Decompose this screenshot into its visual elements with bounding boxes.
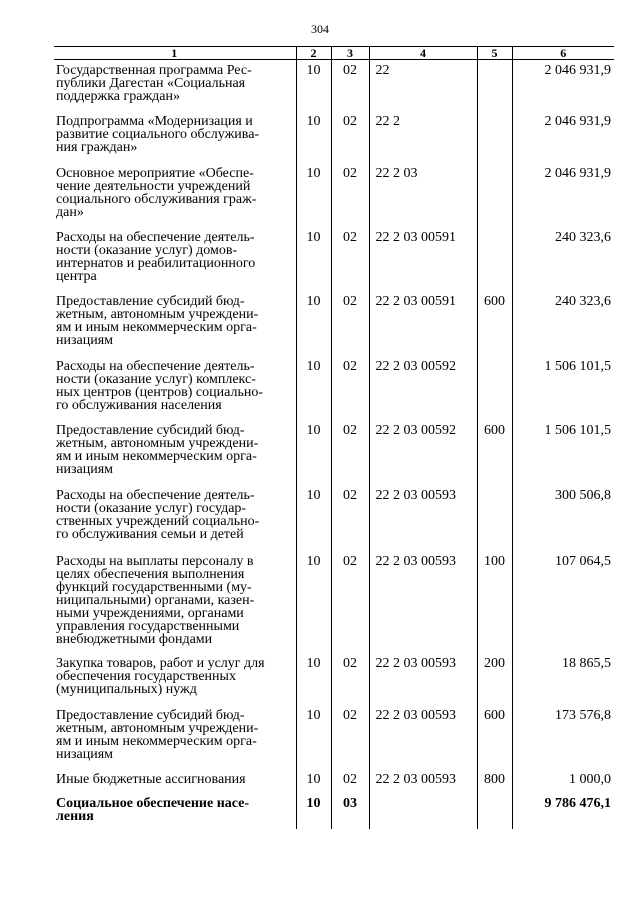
row-expense-type-code — [477, 227, 512, 291]
row-target-article-code: 22 2 03 00593 — [369, 485, 477, 551]
column-header-4: 4 — [369, 47, 477, 60]
row-amount: 173 576,8 — [512, 705, 614, 769]
row-section-code: 10 — [296, 356, 331, 420]
row-expense-type-code — [477, 485, 512, 551]
row-amount: 9 786 476,1 — [512, 793, 614, 829]
row-amount: 240 323,6 — [512, 227, 614, 291]
row-amount: 1 000,0 — [512, 769, 614, 793]
row-section-code: 10 — [296, 769, 331, 793]
row-amount: 300 506,8 — [512, 485, 614, 551]
table-row — [54, 111, 614, 163]
table-header-row — [54, 47, 614, 60]
row-section-code: 10 — [296, 227, 331, 291]
row-name: Основное мероприятие «Обеспе- чение деятельности учреждений социального обслуживания граж- дан» — [54, 163, 296, 227]
table-row — [54, 793, 614, 829]
row-subsection-code: 02 — [331, 356, 369, 420]
row-expense-type-code: 600 — [477, 705, 512, 769]
row-target-article-code: 22 2 03 00591 — [369, 291, 477, 356]
row-target-article-code: 22 2 03 00592 — [369, 420, 477, 485]
row-name: Подпрограмма «Модернизация и развитие социального обслужива- ния граждан» — [54, 111, 296, 163]
column-header-1: 1 — [54, 47, 296, 60]
row-section-code: 10 — [296, 111, 331, 163]
row-name: Иные бюджетные ассигнования — [54, 769, 296, 793]
row-subsection-code: 02 — [331, 163, 369, 227]
row-subsection-code: 03 — [331, 793, 369, 829]
page-number: 304 — [311, 22, 329, 36]
row-subsection-code: 02 — [331, 653, 369, 705]
table-row — [54, 356, 614, 420]
row-section-code: 10 — [296, 705, 331, 769]
row-subsection-code: 02 — [331, 291, 369, 356]
row-target-article-code — [369, 793, 477, 829]
table-row — [54, 291, 614, 356]
row-target-article-code: 22 2 03 — [369, 163, 477, 227]
column-header-5: 5 — [477, 47, 512, 60]
table-row — [54, 705, 614, 769]
table-row — [54, 653, 614, 705]
row-amount: 1 506 101,5 — [512, 420, 614, 485]
row-section-code: 10 — [296, 291, 331, 356]
row-subsection-code: 02 — [331, 111, 369, 163]
row-section-code: 10 — [296, 485, 331, 551]
column-header-6: 6 — [512, 47, 614, 60]
table-row — [54, 60, 614, 111]
row-subsection-code: 02 — [331, 769, 369, 793]
row-section-code: 10 — [296, 60, 331, 111]
row-amount: 2 046 931,9 — [512, 60, 614, 111]
row-target-article-code: 22 2 03 00593 — [369, 705, 477, 769]
row-amount: 2 046 931,9 — [512, 163, 614, 227]
row-expense-type-code — [477, 60, 512, 111]
row-amount: 2 046 931,9 — [512, 111, 614, 163]
row-subsection-code: 02 — [331, 420, 369, 485]
row-target-article-code: 22 2 03 00592 — [369, 356, 477, 420]
table-row — [54, 227, 614, 291]
row-name: Расходы на обеспечение деятель- ности (оказание услуг) государ- ственных учреждений социально- го обслуживания семьи и детей — [54, 485, 296, 551]
table-row — [54, 769, 614, 793]
row-amount: 240 323,6 — [512, 291, 614, 356]
table-row — [54, 485, 614, 551]
row-expense-type-code — [477, 356, 512, 420]
row-expense-type-code: 100 — [477, 551, 512, 653]
table-row — [54, 163, 614, 227]
row-subsection-code: 02 — [331, 485, 369, 551]
row-expense-type-code: 600 — [477, 291, 512, 356]
row-target-article-code: 22 2 03 00593 — [369, 551, 477, 653]
row-amount: 107 064,5 — [512, 551, 614, 653]
row-target-article-code: 22 2 03 00593 — [369, 769, 477, 793]
row-section-code: 10 — [296, 793, 331, 829]
row-name: Расходы на обеспечение деятель- ности (оказание услуг) комплекс- ных центров (центров) социально- го обслуживания населения — [54, 356, 296, 420]
row-amount: 1 506 101,5 — [512, 356, 614, 420]
row-name: Предоставление субсидий бюд- жетным, автономным учреждени- ям и иным некоммерческим орга- низациям — [54, 705, 296, 769]
row-expense-type-code — [477, 793, 512, 829]
row-expense-type-code — [477, 163, 512, 227]
row-section-code: 10 — [296, 163, 331, 227]
row-name: Государственная программа Рес- публики Дагестан «Социальная поддержка граждан» — [54, 60, 296, 111]
budget-table — [54, 46, 614, 829]
row-target-article-code: 22 2 03 00593 — [369, 653, 477, 705]
table-row — [54, 551, 614, 653]
table-row — [54, 420, 614, 485]
row-name: Расходы на выплаты персоналу в целях обеспечения выполнения функций государственными (му- ниципальными) органами, казен- ными учреждениями, органами управления государственными внебюджетными фондами — [54, 551, 296, 653]
row-name: Расходы на обеспечение деятель- ности (оказание услуг) домов- интернатов и реабилитационного центра — [54, 227, 296, 291]
row-subsection-code: 02 — [331, 705, 369, 769]
row-amount: 18 865,5 — [512, 653, 614, 705]
row-subsection-code: 02 — [331, 60, 369, 111]
row-subsection-code: 02 — [331, 551, 369, 653]
column-header-2: 2 — [296, 47, 331, 60]
row-subsection-code: 02 — [331, 227, 369, 291]
row-name: Предоставление субсидий бюд- жетным, автономным учреждени- ям и иным некоммерческим орга- низациям — [54, 291, 296, 356]
row-name: Социальное обеспечение насе- ления — [54, 793, 296, 829]
row-expense-type-code: 200 — [477, 653, 512, 705]
row-section-code: 10 — [296, 420, 331, 485]
row-name: Предоставление субсидий бюд- жетным, автономным учреждени- ям и иным некоммерческим орга- низациям — [54, 420, 296, 485]
row-target-article-code: 22 2 — [369, 111, 477, 163]
column-header-3: 3 — [331, 47, 369, 60]
row-expense-type-code: 600 — [477, 420, 512, 485]
row-expense-type-code: 800 — [477, 769, 512, 793]
row-section-code: 10 — [296, 653, 331, 705]
row-section-code: 10 — [296, 551, 331, 653]
row-target-article-code: 22 — [369, 60, 477, 111]
row-target-article-code: 22 2 03 00591 — [369, 227, 477, 291]
row-name: Закупка товаров, работ и услуг для обеспечения государственных (муниципальных) нужд — [54, 653, 296, 705]
row-expense-type-code — [477, 111, 512, 163]
